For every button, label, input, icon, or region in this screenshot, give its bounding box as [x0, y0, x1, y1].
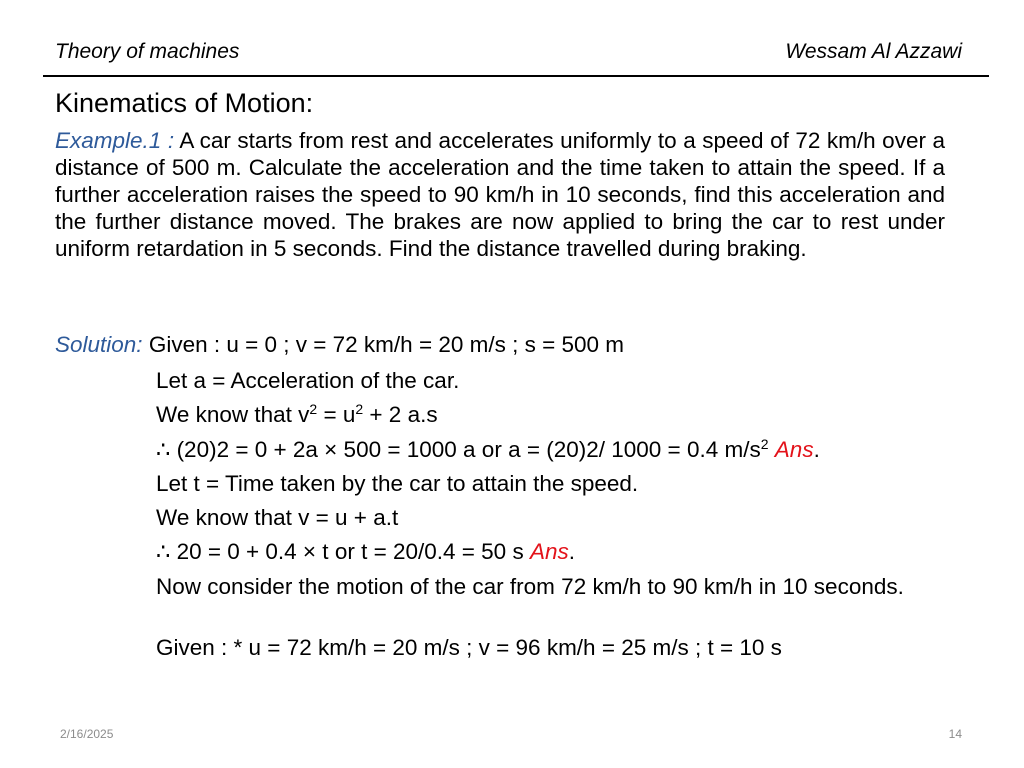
- slide-number: 14: [948, 727, 962, 741]
- header-course-title: Theory of machines: [55, 40, 240, 63]
- period: .: [568, 539, 575, 564]
- solution-line-2: [156, 401, 438, 428]
- example-paragraph: [55, 127, 945, 262]
- slide-heading: Kinematics of Motion:: [55, 88, 314, 118]
- solution-line-1: Let a = Acceleration of the car.: [156, 368, 460, 393]
- solution-line-8: Given : * u = 72 km/h = 20 m/s ; v = 96 km/h = 25 m/s ; t = 10 s: [156, 635, 782, 660]
- superscript: 2: [760, 436, 769, 452]
- solution-line-6: [156, 538, 575, 565]
- equation-part: ∴ 20 = 0 + 0.4 × t or t = 20/0.4 = 50 s: [156, 539, 530, 564]
- header-author: Wessam Al Azzawi: [785, 40, 962, 63]
- answer-marker: Ans: [529, 539, 569, 564]
- example-label: Example.1 :: [55, 128, 175, 153]
- equation-part: + 2 a.s: [363, 402, 438, 427]
- superscript: 2: [355, 401, 364, 417]
- period: .: [813, 437, 820, 462]
- equation-part: We know that v: [156, 402, 310, 427]
- slide-date: 2/16/2025: [60, 727, 114, 741]
- solution-line-4: Let t = Time taken by the car to attain the speed.: [156, 471, 639, 496]
- example-text: A car starts from rest and accelerates uniformly to a speed of 72 km/h over a distance of 500 m. Calculate the acceleration and the time taken to attain the speed. If a further acceleration raises the speed to 90 km/h in 10 seconds, find this acceleration and the further distance moved. The brakes are now applied to bring the car to rest under uniform retardation in 5 seconds. Find the distance travelled during braking.: [55, 128, 945, 261]
- equation-part: ∴ (20)2 = 0 + 2a × 500 = 1000 a or a = (20)2/ 1000 = 0.4 m/s: [156, 437, 761, 462]
- solution-given: Given : u = 0 ; v = 72 km/h = 20 m/s ; s = 500 m: [142, 332, 625, 357]
- solution-label: Solution:: [55, 332, 143, 357]
- solution-given-row: [55, 332, 624, 358]
- header-divider: [43, 75, 989, 77]
- superscript: 2: [309, 401, 318, 417]
- equation-part: = u: [317, 402, 356, 427]
- solution-line-3: [156, 436, 820, 463]
- solution-line-7: Now consider the motion of the car from 72 km/h to 90 km/h in 10 seconds.: [156, 574, 904, 599]
- answer-marker: Ans: [774, 437, 814, 462]
- solution-line-5: We know that v = u + a.t: [156, 505, 399, 530]
